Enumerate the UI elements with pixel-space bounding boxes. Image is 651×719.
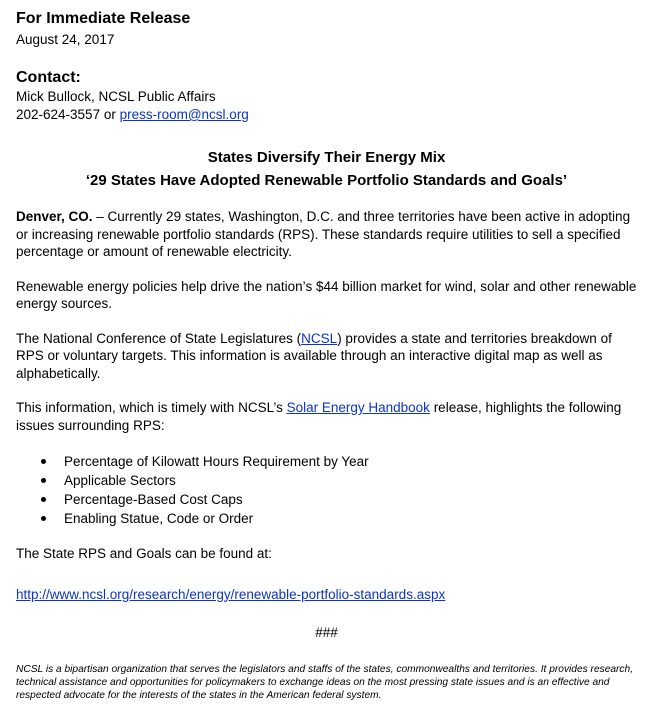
- release-date: August 24, 2017: [16, 32, 115, 47]
- dateline: Denver, CO.: [16, 209, 93, 224]
- contact-title: Contact:: [16, 69, 81, 86]
- list-item: Percentage-Based Cost Caps: [16, 490, 637, 509]
- end-mark: ###: [315, 624, 338, 640]
- contact-phone: 202-624-3557 or: [16, 107, 120, 122]
- footer-boilerplate: NCSL is a bipartisan organization that serves the legislators and staffs of the states, commonwealths and territories. It provides research, technical assistance and opportunities for policymakers to exchange ideas on the most pressing state issues and is an effective and respected advocate for the interests of the states in the American federal system.: [16, 663, 634, 701]
- list-item: Percentage of Kilowatt Hours Requirement by Year: [16, 452, 637, 471]
- bullet-icon: [41, 459, 46, 464]
- bullet-icon: [41, 516, 46, 521]
- found-at-text: The State RPS and Goals can be found at:: [16, 546, 272, 561]
- paragraph-handbook-before: This information, which is timely with NCSL’s: [16, 400, 287, 415]
- paragraph-market: Renewable energy policies help drive the nation’s $44 billion market for wind, solar and other renewable energy sources.: [16, 278, 637, 311]
- ncsl-link[interactable]: NCSL: [301, 330, 338, 346]
- paragraph-intro: [16, 208, 637, 261]
- rps-issues-list: [16, 452, 637, 528]
- paragraph-handbook-after: release, highlights the following issues surrounding RPS:: [16, 400, 622, 433]
- paragraph-handbook: [16, 399, 637, 434]
- subheadline: ‘29 States Have Adopted Renewable Portfolio Standards and Goals’: [85, 172, 568, 189]
- headline: States Diversify Their Energy Mix: [207, 149, 446, 166]
- solar-handbook-link[interactable]: Solar Energy Handbook: [286, 400, 430, 415]
- contact-email-link[interactable]: press-room@ncsl.org: [119, 107, 249, 122]
- paragraph-ncsl-after: ) provides a state and territories breakdown of RPS or voluntary targets. This information is available through an interactive digital map as well as alphabetically.: [16, 330, 612, 381]
- bullet-icon: [41, 478, 46, 483]
- rps-url-link[interactable]: http://www.ncsl.org/research/energy/renewable-portfolio-standards.aspx: [16, 586, 446, 602]
- release-title: For Immediate Release: [16, 10, 191, 27]
- contact-name: Mick Bullock, NCSL Public Affairs: [16, 89, 216, 104]
- paragraph-ncsl-before: The National Conference of State Legislatures (: [16, 330, 302, 346]
- list-item: Applicable Sectors: [16, 471, 637, 490]
- paragraph-ncsl: [16, 330, 637, 383]
- bullet-icon: [41, 497, 46, 502]
- rps-url-line: [16, 586, 637, 604]
- list-item: Enabling Statue, Code or Order: [16, 509, 637, 528]
- paragraph-intro-text: – Currently 29 states, Washington, D.C. and three territories have been active in adopting or increasing renewable portfolio standards (RPS). These standards require utilities to sell a specified percentage or amount of renewable electricity.: [16, 209, 631, 259]
- contact-phone-line: [16, 106, 637, 124]
